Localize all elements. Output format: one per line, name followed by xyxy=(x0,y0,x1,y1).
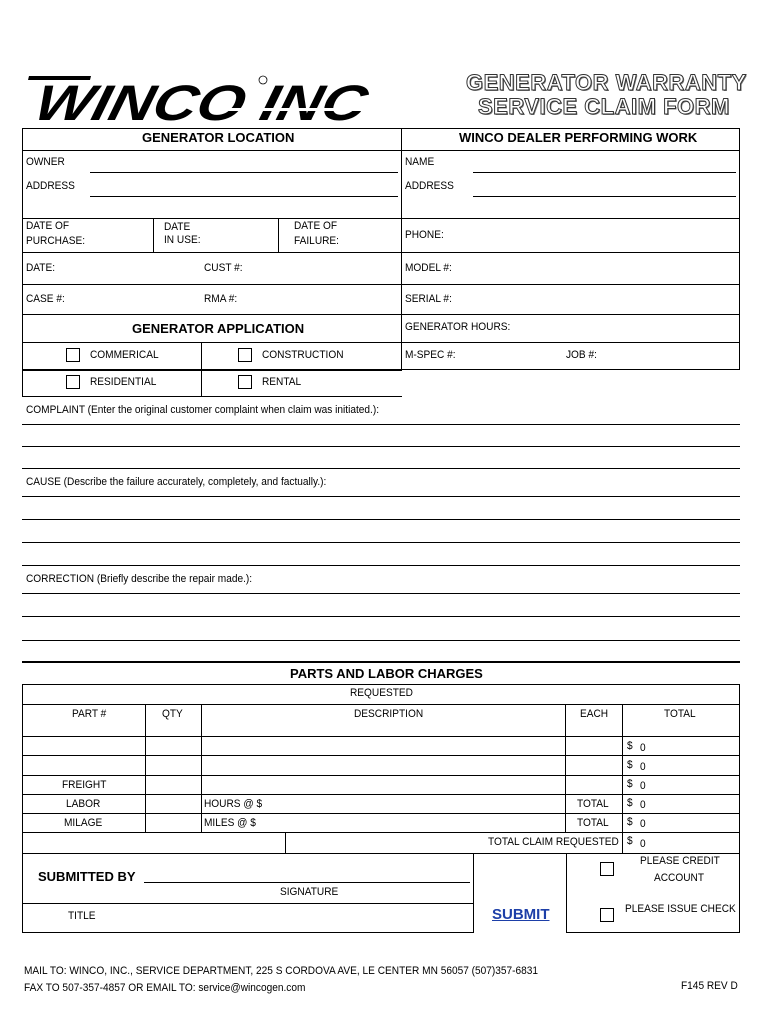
generator-location-heading: GENERATOR LOCATION xyxy=(142,130,295,145)
milage-total: 0 xyxy=(640,818,646,830)
rule xyxy=(22,370,23,396)
complaint-line-2[interactable] xyxy=(22,446,740,447)
date-label: DATE: xyxy=(26,262,56,274)
please-credit-label-1: PLEASE CREDIT xyxy=(640,855,720,867)
submitted-by-label: SUBMITTED BY xyxy=(38,869,136,884)
case-label: CASE #: xyxy=(26,293,65,305)
date-of-failure-label-2: FAILURE: xyxy=(294,235,339,247)
rule xyxy=(22,755,740,756)
labor-label: LABOR xyxy=(66,798,101,810)
miles-at-label: MILES @ $ xyxy=(204,817,256,829)
correction-line-3[interactable] xyxy=(22,640,740,641)
address-field[interactable] xyxy=(90,196,398,197)
dealer-address-label: ADDRESS xyxy=(405,180,454,192)
rule xyxy=(401,342,740,343)
section-rule-thick xyxy=(22,661,740,663)
title-label: TITLE xyxy=(68,910,96,922)
labor-total: 0 xyxy=(640,799,646,811)
date-of-purchase-label-1: DATE OF xyxy=(26,220,70,232)
submit-button[interactable]: SUBMIT xyxy=(492,906,550,923)
construction-label: CONSTRUCTION xyxy=(262,349,344,361)
address-label: ADDRESS xyxy=(26,180,75,192)
rule xyxy=(22,218,402,219)
milage-dollar: $ xyxy=(627,816,633,828)
date-of-purchase-label-2: PURCHASE: xyxy=(26,235,86,247)
correction-label: CORRECTION (Briefly describe the repair made.): xyxy=(26,573,253,585)
rental-label: RENTAL xyxy=(262,376,302,388)
please-credit-label-2: ACCOUNT xyxy=(654,872,705,884)
mail-to-text: MAIL TO: WINCO, INC., SERVICE DEPARTMENT, 225 S CORDOVA AVE, LE CENTER MN 56057 (507)357-6831 xyxy=(24,965,539,977)
complaint-line-3[interactable] xyxy=(22,468,740,469)
col-qty-header: QTY xyxy=(162,708,183,720)
rule xyxy=(401,252,740,253)
owner-label: OWNER xyxy=(26,156,65,168)
rule xyxy=(285,832,286,854)
top-section-frame xyxy=(22,128,740,370)
total-claim-dollar: $ xyxy=(627,835,633,847)
rule xyxy=(22,252,402,253)
rule xyxy=(22,775,740,776)
job-label: JOB #: xyxy=(566,349,597,361)
rule xyxy=(22,342,402,343)
col-total-header: TOTAL xyxy=(664,708,696,720)
dealer-address-field[interactable] xyxy=(473,196,736,197)
rule xyxy=(401,150,740,151)
form-title-line1: GENERATOR WARRANTY xyxy=(466,70,747,95)
row1-dollar: $ xyxy=(627,740,633,752)
residential-label: RESIDENTIAL xyxy=(90,376,157,388)
parts-labor-heading: PARTS AND LABOR CHARGES xyxy=(290,666,483,681)
rule xyxy=(22,314,402,315)
rule xyxy=(278,218,279,252)
rule xyxy=(22,832,740,833)
dealer-name-label: NAME xyxy=(405,156,435,168)
winco-logo xyxy=(26,72,378,126)
signature-field[interactable] xyxy=(144,882,470,883)
cause-line-4[interactable] xyxy=(22,565,740,566)
rma-label: RMA #: xyxy=(204,293,238,305)
please-issue-check-checkbox[interactable] xyxy=(600,908,614,922)
form-title-line2: SERVICE CLAIM FORM xyxy=(478,94,730,119)
total-claim-value: 0 xyxy=(640,838,646,850)
rule xyxy=(153,218,154,252)
fax-email-text: FAX TO 507-357-4857 OR EMAIL TO: service@wincogen.com xyxy=(24,982,306,994)
rule xyxy=(22,813,740,814)
rule xyxy=(22,150,402,151)
milage-label: MILAGE xyxy=(64,817,103,829)
freight-label: FREIGHT xyxy=(62,779,107,791)
serial-label: SERIAL #: xyxy=(405,293,452,305)
rule xyxy=(401,218,740,219)
rule xyxy=(22,704,740,705)
rule xyxy=(22,736,740,737)
owner-field[interactable] xyxy=(90,172,398,173)
form-revision: F145 REV D xyxy=(681,980,738,992)
commercial-label: COMMERICAL xyxy=(90,349,159,361)
col-part-header: PART # xyxy=(72,708,107,720)
date-in-use-label-2: IN USE: xyxy=(164,234,201,246)
rule xyxy=(201,342,202,370)
freight-total: 0 xyxy=(640,780,646,792)
cause-line-1[interactable] xyxy=(22,496,740,497)
construction-checkbox[interactable] xyxy=(238,348,252,362)
please-credit-checkbox[interactable] xyxy=(600,862,614,876)
row1-total: 0 xyxy=(640,742,646,754)
rule xyxy=(22,903,474,904)
winco-logo-graphic xyxy=(26,72,378,126)
model-label: MODEL #: xyxy=(405,262,452,274)
rule xyxy=(22,284,402,285)
labor-total-label: TOTAL xyxy=(577,798,609,810)
generator-hours-label: GENERATOR HOURS: xyxy=(405,321,511,333)
correction-line-2[interactable] xyxy=(22,616,740,617)
generator-application-heading: GENERATOR APPLICATION xyxy=(132,321,305,336)
rule xyxy=(22,396,402,397)
row2-dollar: $ xyxy=(627,759,633,771)
correction-line-1[interactable] xyxy=(22,593,740,594)
date-in-use-label-1: DATE xyxy=(164,221,191,233)
rule xyxy=(401,314,740,315)
residential-checkbox[interactable] xyxy=(66,375,80,389)
milage-total-label: TOTAL xyxy=(577,817,609,829)
rule xyxy=(201,370,202,396)
cause-line-2[interactable] xyxy=(22,519,740,520)
phone-label: PHONE: xyxy=(405,229,444,241)
col-each-header: EACH xyxy=(580,708,609,720)
rental-checkbox[interactable] xyxy=(238,375,252,389)
requested-label: REQUESTED xyxy=(350,687,413,699)
signature-label: SIGNATURE xyxy=(280,886,339,898)
mspec-label: M-SPEC #: xyxy=(405,349,456,361)
rule xyxy=(22,370,402,371)
row2-total: 0 xyxy=(640,761,646,773)
dealer-heading: WINCO DEALER PERFORMING WORK xyxy=(459,130,698,145)
date-of-failure-label-1: DATE OF xyxy=(294,220,338,232)
svg-text:WINCO INC: WINCO INC xyxy=(29,74,316,126)
rule xyxy=(22,794,740,795)
divider-center xyxy=(401,128,402,370)
complaint-line-1[interactable] xyxy=(22,424,740,425)
hours-at-label: HOURS @ $ xyxy=(204,798,263,810)
cause-label: CAUSE (Describe the failure accurately, completely, and factually.): xyxy=(26,476,327,488)
rule xyxy=(401,284,740,285)
total-claim-label: TOTAL CLAIM REQUESTED xyxy=(488,836,619,848)
please-issue-check-label: PLEASE ISSUE CHECK xyxy=(625,903,736,915)
cust-label: CUST #: xyxy=(204,262,243,274)
cause-line-3[interactable] xyxy=(22,542,740,543)
freight-dollar: $ xyxy=(627,778,633,790)
labor-dollar: $ xyxy=(627,797,633,809)
commercial-checkbox[interactable] xyxy=(66,348,80,362)
complaint-label: COMPLAINT (Enter the original customer complaint when claim was initiated.): xyxy=(26,404,380,416)
dealer-name-field[interactable] xyxy=(473,172,736,173)
col-desc-header: DESCRIPTION xyxy=(354,708,424,720)
